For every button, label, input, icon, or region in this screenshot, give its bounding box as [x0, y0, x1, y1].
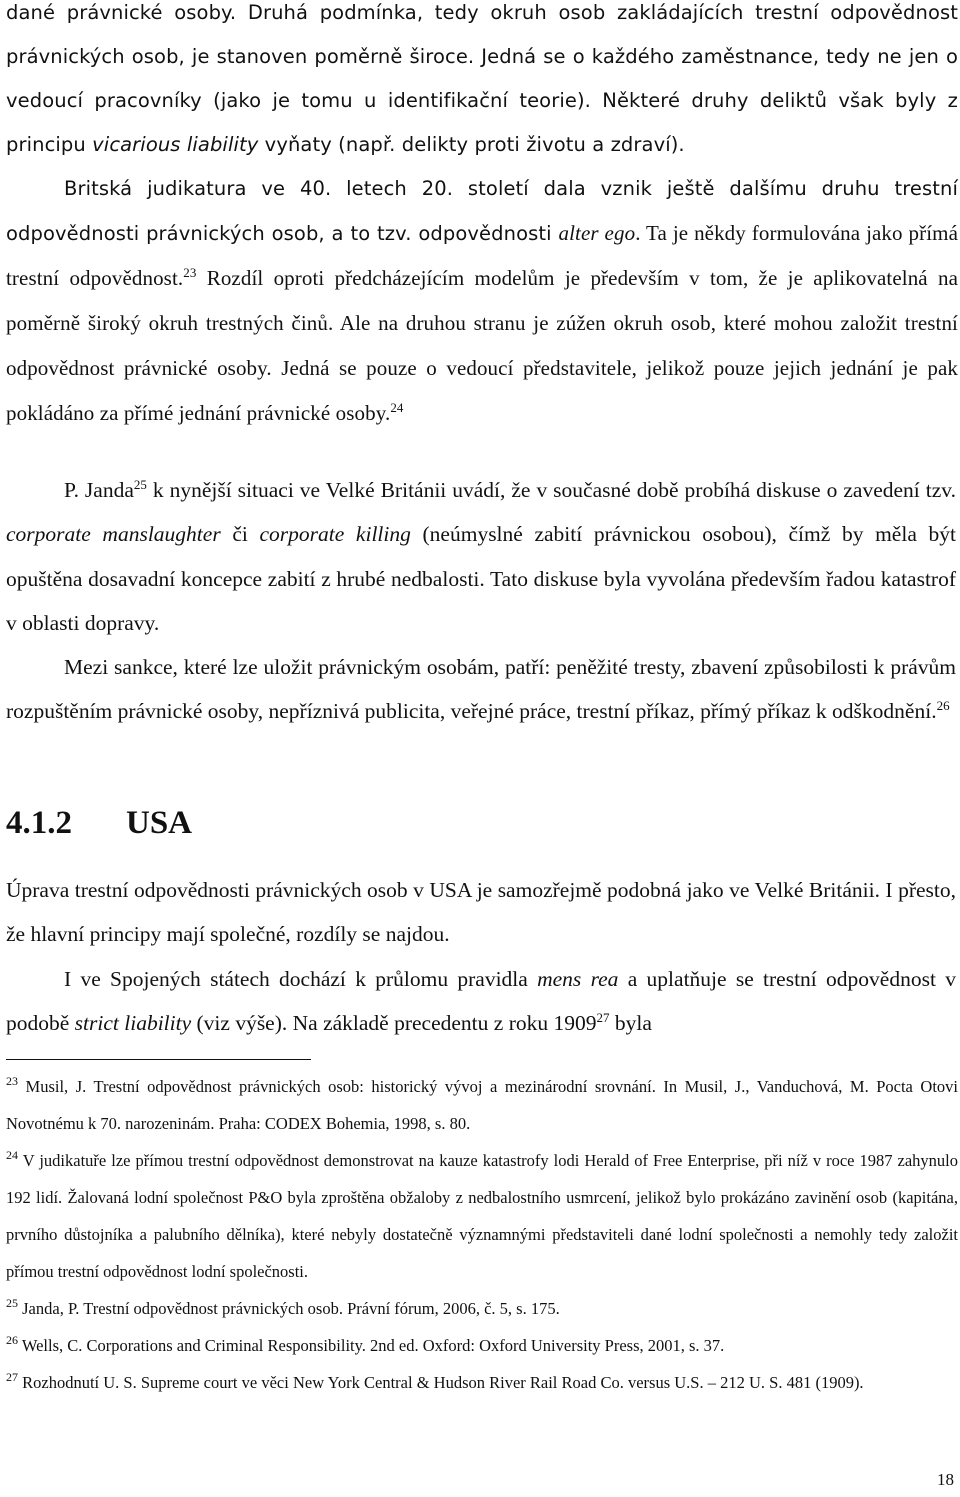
footnote-ref: 27 — [596, 1009, 610, 1025]
footnote-ref: 25 — [133, 477, 147, 492]
footnote: $^{25}$ Janda, P. Trestní odpovědnost právnických osob. Právní fórum, 2006, č. 5, s. 175. — [6, 1296, 560, 1318]
footnote-ref: 24 — [390, 400, 404, 415]
italic-term: strict liability — [74, 1010, 192, 1035]
page-number: 18 — [937, 1470, 954, 1489]
footnote: $^{23}$ Musil, J. Trestní odpovědnost právnických osob: historický vývoj a mezinárodní srovnání. In Musil, J., Vanduchová, M. Pocta Otovi Novotnému k 70. narozeninám. Praha: CODEX Bohemia, 1998, s. 80. — [6, 1074, 958, 1133]
italic-term: corporate manslaughter — [6, 522, 221, 547]
italic-term: alter ego — [558, 221, 636, 245]
paragraph-1: dané právnické osoby. Druhá podmínka, tedy okruh osob zakládajících trestní odpovědnost právnických osob, je stanoven poměrně široce. Jedná se o každého zaměstnance, tedy ne jen o vedoucí pracovníky (jako je tomu u identifikační teorie). Některé druhy deliktů však byly z principu vicarious liability vyňaty (např. delikty proti životu a zdraví). — [6, 1, 958, 156]
footnote: $^{27}$ Rozhodnutí U. S. Supreme court ve věci New York Central & Hudson River Rail Road Co. versus U.S. – 212 U. S. 481 (1909). — [6, 1370, 864, 1392]
footnote-number: 24 — [6, 1148, 18, 1162]
footnote-number: 26 — [6, 1333, 18, 1347]
italic-term: corporate killing — [259, 522, 411, 547]
paragraph-2: Britská judikatura ve 40. letech 20. století dala vznik ještě dalšímu druhu trestní odpovědnosti právnických osob, a to tzv. odpovědnosti alter ego. Ta je někdy formulována jako přímá trestní odpovědnost.$^{23}$ Rozdíl oproti předcházejícím modelům je především v tom, že je aplikovatelná na poměrně široký okruh trestných činů. Ale na druhou stranu je zúžen okruh osob, které mohou založit trestní odpovědnost právnické osoby. Jedná se pouze o vedoucí představitele, jelikož pouze jejich jednání je pak pokládáno za přímé jednání právnické osoby.$^{24}$ — [6, 177, 958, 425]
footnote-number: 27 — [6, 1370, 18, 1384]
footnotes — [6, 1068, 958, 1401]
body-text-middle — [6, 468, 956, 734]
paragraph-5: Úprava trestní odpovědnosti právnických osob v USA je samozřejmě podobná jako ve Velké Británii. I přesto, že hlavní principy mají společné, rozdíly se najdou. — [6, 878, 956, 947]
italic-term: vicarious liability — [92, 133, 259, 156]
section-number: 4.1.2 — [6, 805, 72, 841]
footnote-separator — [6, 1059, 311, 1060]
footnote-number: 25 — [6, 1296, 18, 1310]
footnote-ref: 23 — [183, 265, 197, 280]
section-heading — [6, 805, 192, 842]
section-title: USA — [126, 805, 193, 841]
paragraph-4: Mezi sankce, které lze uložit právnickým osobám, patří: peněžité tresty, zbavení způsobilosti k právům rozpuštěním právnické osoby, nepříznivá publicita, veřejné práce, trestní příkaz, přímý příkaz k odškodnění.$^{26}$ — [6, 655, 956, 724]
paragraph-3: P. Janda$^{25}$ k nynější situaci ve Velké Británii uvádí, že v současné době probíhá diskuse o zavedení tzv. corporate manslaughter či corporate killing (neúmyslné zabití právnickou osobou), čímž by měla být opuštěna dosavadní koncepce zabití z hrubé nedbalosti. Tato diskuse byla vyvolána především řadou katastrof v oblasti dopravy. — [6, 477, 957, 635]
body-text-upper — [6, 0, 958, 436]
footnote: $^{24}$ V judikatuře lze přímou trestní odpovědnost demonstrovat na kauze katastrofy lodi Herald of Free Enterprise, při níž v roce 1987 zahynulo 192 lidí. Žalovaná lodní společnost P&O byla zproštěna obžaloby z nedbalostního usmrcení, jelikož bylo prokázáno zavinění osob (kapitána, prvního důstojníka a palubního dělníka), které nebyly dostatečně významnými představiteli dané lodní společnosti a nemohly tedy založit přímou trestní odpovědnost lodní společnosti. — [6, 1148, 958, 1281]
footnote: $^{26}$ Wells, C. Corporations and Criminal Responsibility. 2nd ed. Oxford: Oxford University Press, 2001, s. 37. — [6, 1333, 725, 1355]
footnote-number: 23 — [6, 1074, 18, 1088]
italic-term: mens rea — [537, 966, 619, 991]
paragraph-6: I ve Spojených státech dochází k průlomu pravidla mens rea a uplatňuje se trestní odpovědnost v podobě strict liability (viz výše). Na základě precedentu z roku 1909$^{27}$ byla — [6, 966, 956, 1035]
body-text-lower — [6, 868, 956, 1045]
footnote-ref: 26 — [936, 698, 950, 714]
